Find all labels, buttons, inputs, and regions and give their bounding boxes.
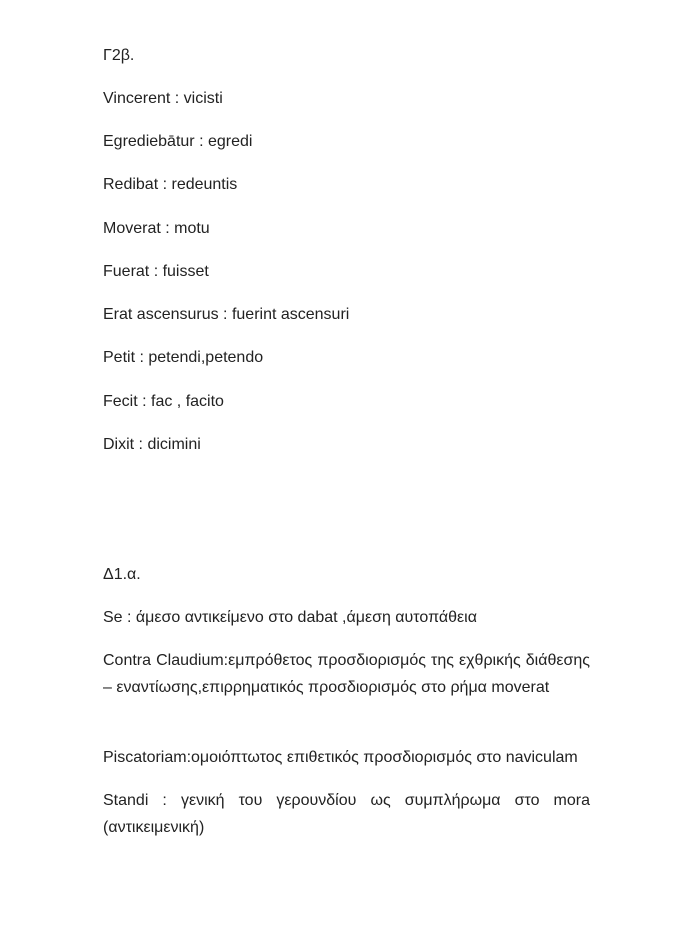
verb-form-line: Petit : petendi,petendo [103, 349, 264, 366]
verb-form-line: Redibat : redeuntis [103, 176, 238, 193]
syntax-analysis-line: Piscatoriam:ομοιόπτωτος επιθετικός προσδιορισμός στο naviculam [103, 749, 578, 766]
syntax-analysis-line: Se : άμεσο αντικείμενο στο dabat ,άμεση αυτοπάθεια [103, 609, 477, 626]
verb-form-line: Dixit : dicimini [103, 436, 201, 453]
verb-form-line: Fuerat : fuisset [103, 263, 209, 280]
verb-form-line: Fecit : fac , facito [103, 393, 224, 410]
verb-form-line: Moverat : motu [103, 220, 210, 237]
syntax-analysis-paragraph: Standi : γενική του γερουνδίου ως συμπλήρωμα στο mora (αντικειμενική) [103, 792, 590, 836]
verb-form-line: Vincerent : vicisti [103, 90, 223, 107]
section-heading-d1a: Δ1.α. [103, 566, 141, 583]
syntax-analysis-paragraph: Contra Claudium:εμπρόθετος προσδιορισμός της εχθρικής διάθεσης – εναντίωσης,επιρρηματικός προσδιορισμός στο ρήμα moverat [103, 652, 590, 696]
section-heading-g2b: Γ2β. [103, 47, 135, 64]
verb-form-line: Erat ascensurus : fuerint ascensuri [103, 306, 350, 323]
verb-form-line: Egrediebātur : egredi [103, 133, 253, 150]
